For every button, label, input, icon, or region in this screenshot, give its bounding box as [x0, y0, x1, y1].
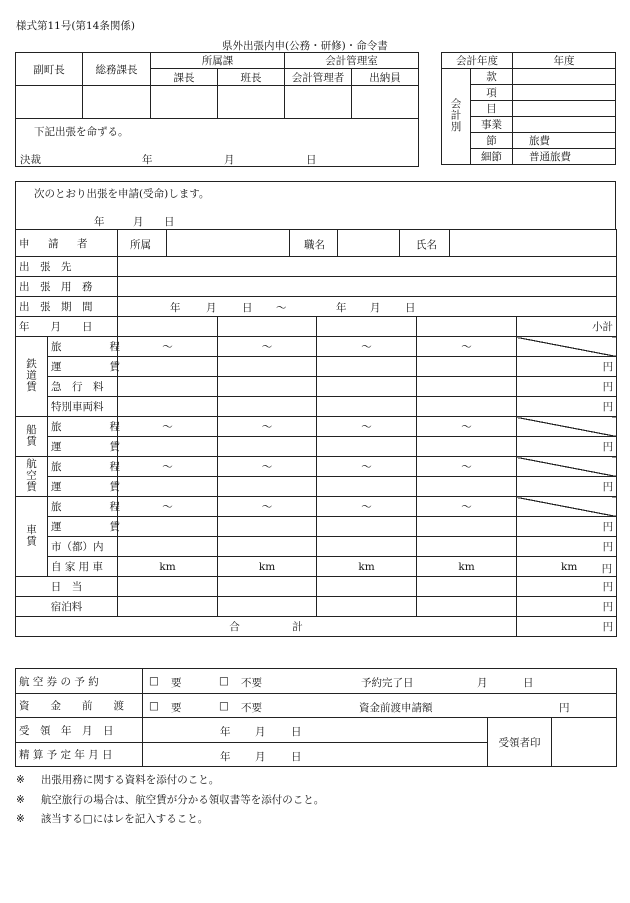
moku-label: 目 — [471, 101, 513, 117]
app-date-year: 年 — [94, 216, 105, 228]
car-itinerary-label: 旅 程 — [48, 497, 118, 517]
air-fare-subtotal[interactable]: 円 — [517, 477, 617, 497]
fiscal-year-label: 会計年度 — [442, 53, 513, 69]
jigyou-value[interactable] — [513, 117, 616, 133]
air-itinerary-label: 旅 程 — [48, 457, 118, 477]
applicant-label: 申 請 者 — [16, 230, 118, 257]
general-affairs-chief-header: 総務課長 — [83, 53, 151, 86]
air-itinerary-2[interactable]: ～ — [218, 457, 317, 477]
settlement-date-label: 精 算 予 定 年 月 日 — [16, 743, 143, 767]
note-1: ※ 出張用務に関する資料を添付のこと。 — [16, 774, 220, 786]
private-car-2[interactable]: km — [218, 557, 317, 577]
receiver-seal-label: 受領者印 — [488, 718, 552, 767]
affiliation-field[interactable] — [166, 230, 290, 257]
reservation-done-label: 予約完了日 — [361, 677, 414, 689]
car-fare-subtotal[interactable]: 円 — [517, 517, 617, 537]
city-inside-1[interactable] — [118, 537, 218, 557]
special-car-subtotal[interactable]: 円 — [517, 397, 617, 417]
fiscal-year-value: 年度 — [513, 53, 616, 69]
date-col-1[interactable] — [118, 317, 218, 337]
kou-label: 項 — [471, 85, 513, 101]
moku-value[interactable] — [513, 101, 616, 117]
railway-itinerary-4[interactable]: ～ — [417, 337, 517, 357]
railway-fare-1[interactable] — [118, 357, 218, 377]
purpose-label: 出 張 用 務 — [16, 277, 118, 297]
lodging-2[interactable] — [218, 597, 317, 617]
air-fare-4[interactable] — [417, 477, 517, 497]
advance-label: 資 金 前 渡 — [16, 694, 143, 718]
application-intro: 次のとおり出張を申請(受命)します。 — [34, 188, 210, 200]
special-car-fee-label: 特別車両料 — [48, 397, 118, 417]
bottom-table — [15, 668, 617, 767]
air-need-checkbox[interactable]: □ — [149, 675, 159, 687]
private-car-subtotal[interactable]: km 円 — [517, 557, 617, 577]
form-number: 様式第11号(第14条関係) — [16, 20, 135, 32]
kou-value[interactable] — [513, 85, 616, 101]
date-col-4[interactable] — [417, 317, 517, 337]
air-ticket-label: 航 空 券 の 予 約 — [16, 669, 143, 694]
private-car-label: 自 家 用 車 — [48, 557, 118, 577]
city-inside-label: 市（都）内 — [48, 537, 118, 557]
dept-section-header: 所属課 — [151, 53, 285, 69]
private-car-1[interactable]: km — [118, 557, 218, 577]
accounting-table — [441, 52, 616, 165]
advance-field — [143, 694, 617, 718]
lodging-1[interactable] — [118, 597, 218, 617]
air-need-label: 要 — [171, 677, 182, 689]
general-affairs-chief-seal[interactable] — [83, 86, 151, 119]
car-itinerary-2[interactable]: ～ — [218, 497, 317, 517]
railway-group-label: 鉄道賃 — [16, 337, 48, 417]
private-car-4[interactable]: km — [417, 557, 517, 577]
ship-fare-1[interactable] — [118, 437, 218, 457]
railway-itinerary-3[interactable]: ～ — [317, 337, 417, 357]
position-label: 職名 — [304, 239, 325, 251]
air-group-label: 航空賃 — [16, 457, 48, 497]
advance-no-need-checkbox[interactable]: □ — [219, 700, 229, 712]
car-fare-4[interactable] — [417, 517, 517, 537]
railway-fare-2[interactable] — [218, 357, 317, 377]
railway-itinerary-2[interactable]: ～ — [218, 337, 317, 357]
car-itinerary-4[interactable]: ～ — [417, 497, 517, 517]
daily-2[interactable] — [218, 577, 317, 597]
car-itinerary-3[interactable]: ～ — [317, 497, 417, 517]
car-fare-2[interactable] — [218, 517, 317, 537]
saisetsu-label: 細節 — [471, 149, 513, 165]
car-fare-1[interactable] — [118, 517, 218, 537]
ship-itinerary-1[interactable]: ～ — [118, 417, 218, 437]
private-car-3[interactable]: km — [317, 557, 417, 577]
ship-itinerary-3[interactable]: ～ — [317, 417, 417, 437]
express-fee-label: 急 行 料 — [48, 377, 118, 397]
app-date-month: 月 — [133, 216, 144, 228]
daily-3[interactable] — [317, 577, 417, 597]
order-cell — [16, 119, 419, 167]
car-fare-3[interactable] — [317, 517, 417, 537]
city-inside-2[interactable] — [218, 537, 317, 557]
city-inside-3[interactable] — [317, 537, 417, 557]
position-field[interactable] — [337, 230, 400, 257]
car-itinerary-1[interactable]: ～ — [118, 497, 218, 517]
approval-table — [15, 52, 419, 167]
railway-itinerary-1[interactable]: ～ — [118, 337, 218, 357]
subtotal-header: 小計 — [517, 317, 617, 337]
city-inside-4[interactable] — [417, 537, 517, 557]
decision-month: 月 — [224, 154, 235, 166]
saisetsu-value: 普通旅費 — [513, 149, 616, 165]
cashier-seal[interactable] — [352, 86, 419, 119]
air-no-need-checkbox[interactable]: □ — [219, 675, 229, 687]
special-car-3[interactable] — [317, 397, 417, 417]
team-leader-header: 班長 — [218, 69, 285, 86]
decision-label: 決裁 — [20, 154, 41, 166]
railway-fare-label: 運 賃 — [48, 357, 118, 377]
car-fare-label: 運 賃 — [48, 517, 118, 537]
air-itinerary-4[interactable]: ～ — [417, 457, 517, 477]
ship-itinerary-2[interactable]: ～ — [218, 417, 317, 437]
express-fee-1[interactable] — [118, 377, 218, 397]
accounting-manager-header: 会計管理者 — [285, 69, 352, 86]
total-value[interactable]: 円 — [517, 617, 617, 637]
category-label: 会計別 — [442, 69, 471, 165]
purpose-field[interactable] — [118, 277, 617, 297]
railway-itinerary-subtotal — [517, 337, 617, 357]
application-table — [15, 229, 617, 637]
name-label: 氏名 — [416, 239, 437, 251]
air-no-need-label: 不要 — [241, 677, 262, 689]
receipt-date-label: 受 領 年 月 日 — [16, 718, 143, 743]
ship-fare-subtotal[interactable]: 円 — [517, 437, 617, 457]
daily-allowance-label: 日 当 — [16, 577, 118, 597]
advance-amount-yen: 円 — [559, 702, 570, 714]
decision-day: 日 — [306, 154, 317, 166]
special-car-1[interactable] — [118, 397, 218, 417]
air-itinerary-3[interactable]: ～ — [317, 457, 417, 477]
receipt-date-field[interactable]: 年 月 日 — [143, 718, 488, 743]
advance-no-need-label: 不要 — [241, 702, 262, 714]
affiliation-label: 所属 — [130, 239, 151, 251]
ship-itinerary-4[interactable]: ～ — [417, 417, 517, 437]
air-itinerary-1[interactable]: ～ — [118, 457, 218, 477]
air-fare-2[interactable] — [218, 477, 317, 497]
period-label: 出 張 期 間 — [16, 297, 118, 317]
section-chief-header: 課長 — [151, 69, 218, 86]
air-fare-1[interactable] — [118, 477, 218, 497]
car-itinerary-subtotal — [517, 497, 617, 517]
setsu-value: 旅費 — [513, 133, 616, 149]
date-header-label: 年 月 日 — [16, 317, 118, 337]
ship-itinerary-label: 旅 程 — [48, 417, 118, 437]
special-car-4[interactable] — [417, 397, 517, 417]
city-inside-subtotal[interactable]: 円 — [517, 537, 617, 557]
advance-need-label: 要 — [171, 702, 182, 714]
destination-label: 出 張 先 — [16, 257, 118, 277]
air-itinerary-subtotal — [517, 457, 617, 477]
ship-fare-label: 運 賃 — [48, 437, 118, 457]
setsu-label: 節 — [471, 133, 513, 149]
accounting-office-header: 会計管理室 — [285, 53, 419, 69]
team-leader-seal[interactable] — [218, 86, 285, 119]
decision-year: 年 — [142, 154, 153, 166]
advance-amount-label: 資金前渡申請額 — [359, 702, 433, 714]
note-2: ※ 航空旅行の場合は、航空賃が分かる領収書等を添付のこと。 — [16, 794, 325, 806]
vice-mayor-header: 副町長 — [16, 53, 83, 86]
railway-fare-4[interactable] — [417, 357, 517, 377]
advance-need-checkbox[interactable]: □ — [149, 700, 159, 712]
express-fee-4[interactable] — [417, 377, 517, 397]
period-field[interactable]: 年 月 日 ～ 年 月 日 — [118, 297, 617, 317]
express-fee-subtotal[interactable]: 円 — [517, 377, 617, 397]
railway-itinerary-label: 旅 程 — [48, 337, 118, 357]
application-header-box — [15, 181, 616, 230]
railway-fare-subtotal[interactable]: 円 — [517, 357, 617, 377]
form-title: 県外出張内申(公務・研修)・命令書 — [222, 40, 388, 52]
accounting-manager-seal[interactable] — [285, 86, 352, 119]
air-ticket-field — [143, 669, 617, 694]
note-3: ※ 該当する□にはレを記入すること。 — [16, 813, 209, 825]
reservation-month: 月 — [477, 677, 488, 689]
date-col-3[interactable] — [317, 317, 417, 337]
ship-fare-3[interactable] — [317, 437, 417, 457]
express-fee-3[interactable] — [317, 377, 417, 397]
lodging-4[interactable] — [417, 597, 517, 617]
vice-mayor-seal[interactable] — [16, 86, 83, 119]
daily-4[interactable] — [417, 577, 517, 597]
kan-value[interactable] — [513, 69, 616, 85]
railway-fare-3[interactable] — [317, 357, 417, 377]
lodging-label: 宿泊料 — [16, 597, 118, 617]
daily-1[interactable] — [118, 577, 218, 597]
section-chief-seal[interactable] — [151, 86, 218, 119]
air-fare-label: 運 賃 — [48, 477, 118, 497]
destination-field[interactable] — [118, 257, 617, 277]
special-car-2[interactable] — [218, 397, 317, 417]
lodging-subtotal[interactable]: 円 — [517, 597, 617, 617]
reservation-day: 日 — [523, 677, 534, 689]
car-group-label: 車賃 — [16, 497, 48, 577]
daily-subtotal[interactable]: 円 — [517, 577, 617, 597]
air-fare-3[interactable] — [317, 477, 417, 497]
ship-itinerary-subtotal — [517, 417, 617, 437]
receiver-seal-field[interactable] — [552, 718, 617, 767]
jigyou-label: 事業 — [471, 117, 513, 133]
settlement-date-field[interactable]: 年 月 日 — [143, 743, 488, 767]
order-text: 下記出張を命ずる。 — [34, 126, 129, 138]
date-col-2[interactable] — [218, 317, 317, 337]
ship-fare-4[interactable] — [417, 437, 517, 457]
ship-fare-2[interactable] — [218, 437, 317, 457]
lodging-3[interactable] — [317, 597, 417, 617]
applicant-fields — [118, 230, 617, 257]
total-label: 合 計 — [16, 617, 517, 637]
express-fee-2[interactable] — [218, 377, 317, 397]
cashier-header: 出納員 — [352, 69, 419, 86]
app-date-day: 日 — [164, 216, 175, 228]
ship-group-label: 船賃 — [16, 417, 48, 457]
kan-label: 款 — [471, 69, 513, 85]
